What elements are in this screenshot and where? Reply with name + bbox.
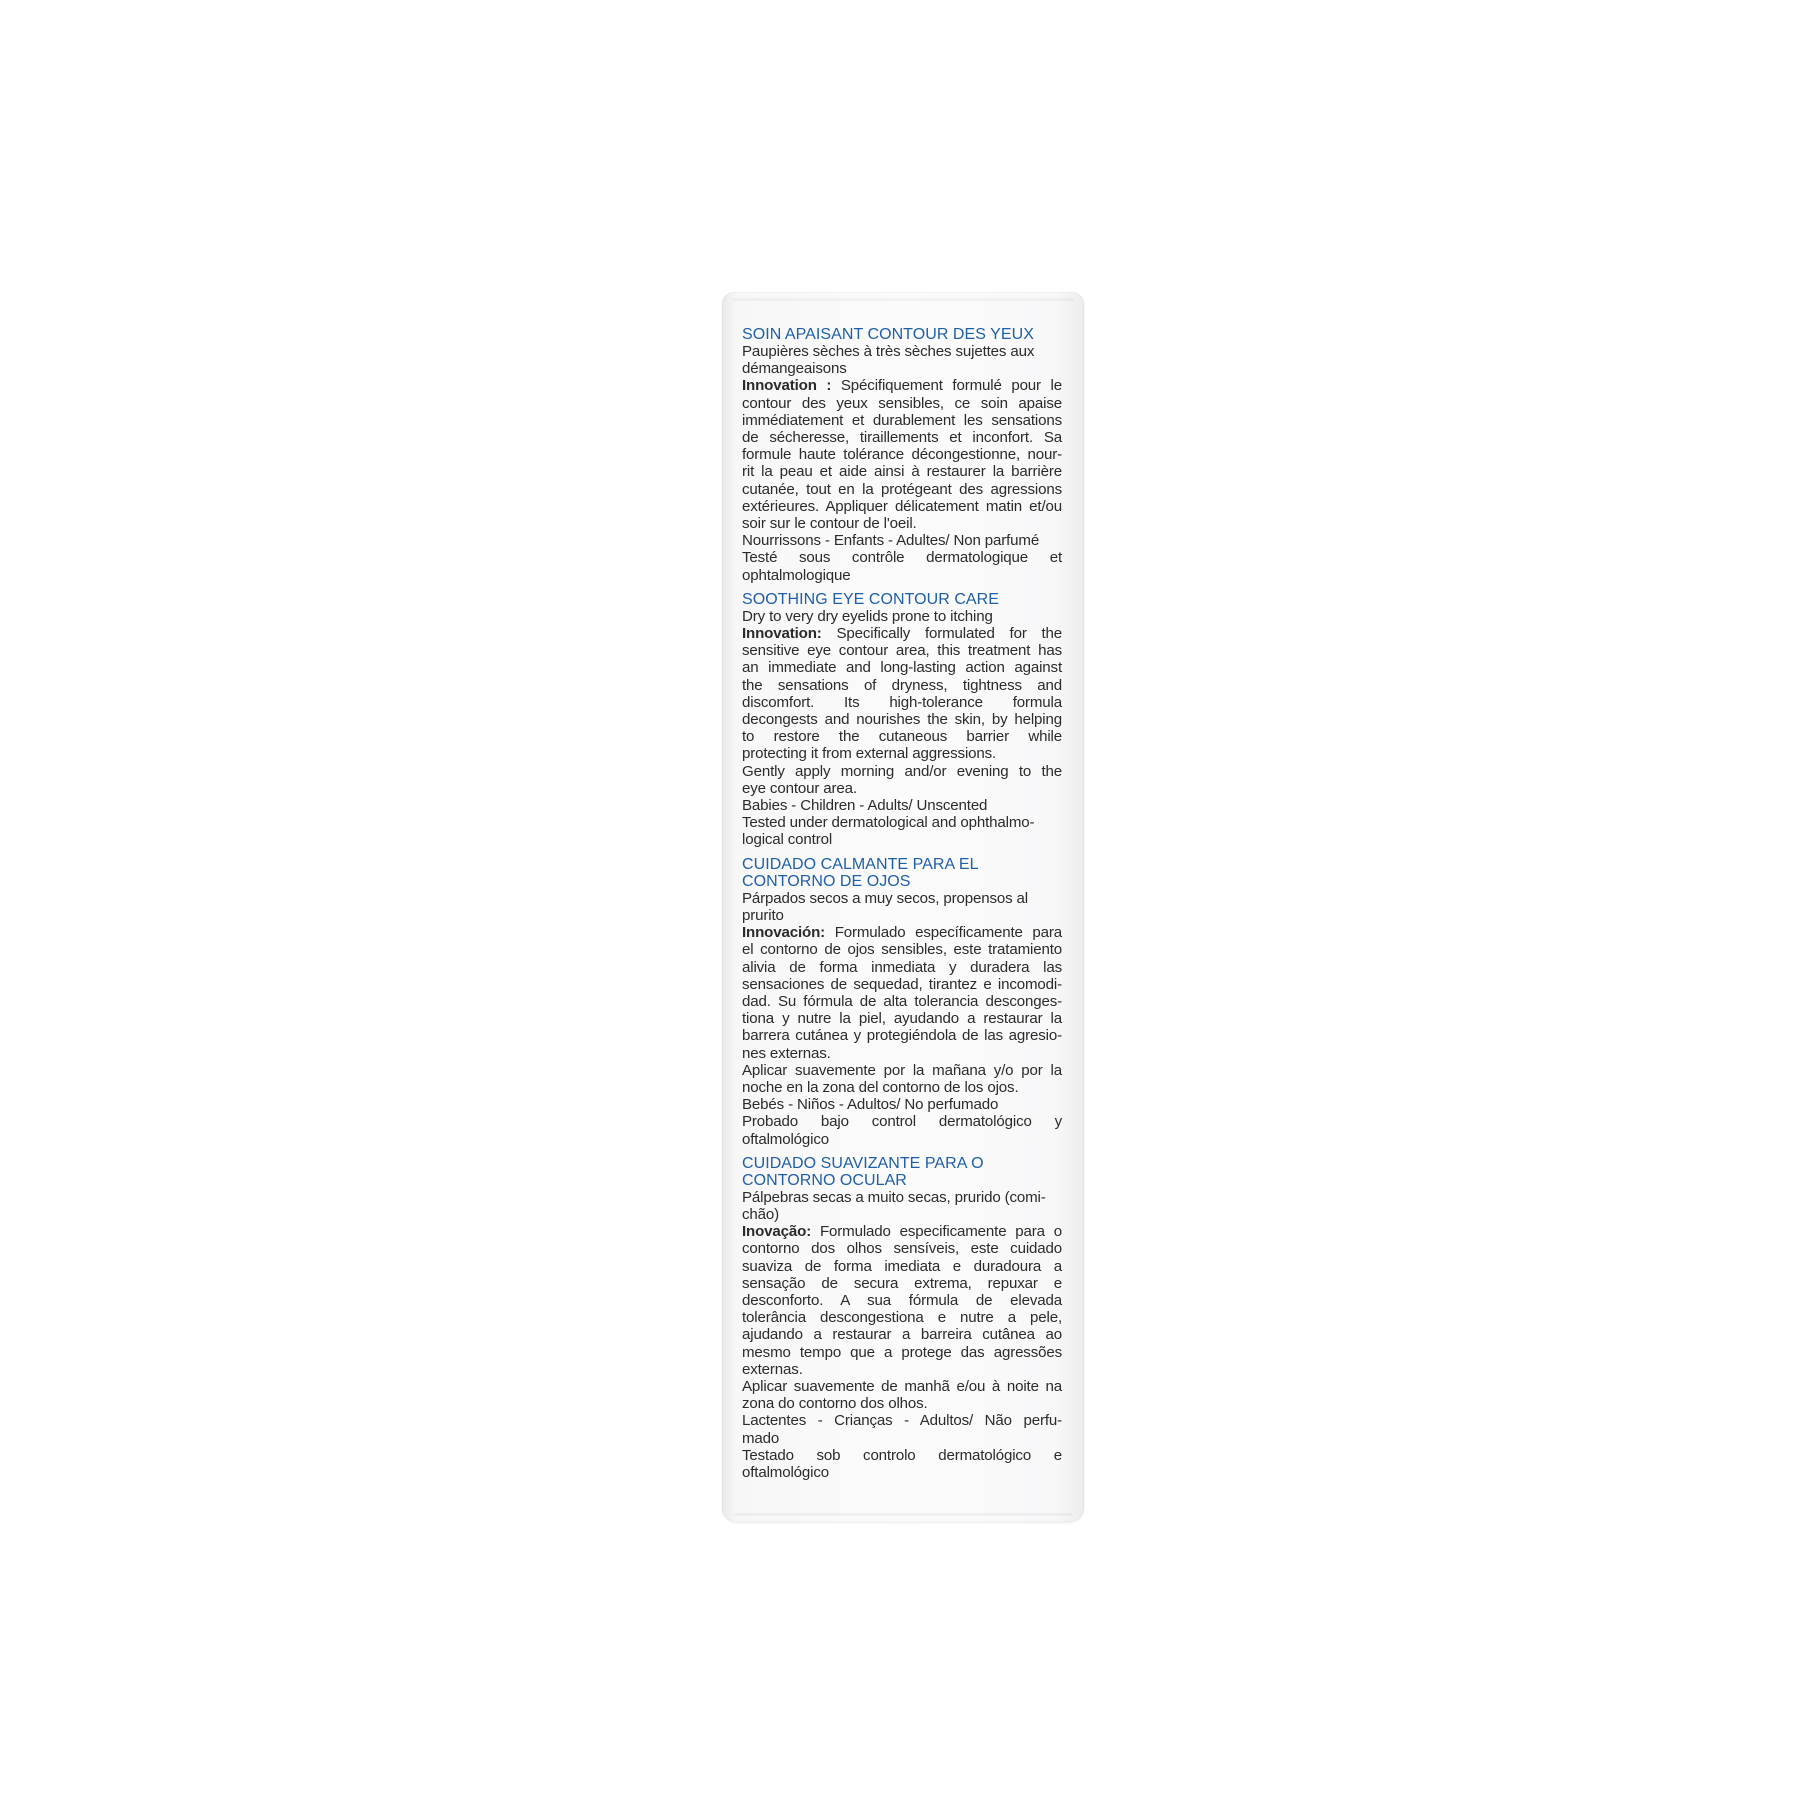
- body-line: alivia de forma inmediata y duradera las: [742, 958, 1062, 976]
- body-line: decongests and nourishes the skin, by helping: [742, 711, 1062, 729]
- innovation-line: [742, 377, 1062, 394]
- body-line: externas.: [742, 1360, 803, 1378]
- section-subtitle: Dry to very dry eyelids prone to itching: [742, 607, 993, 625]
- body-line: an immediate and long-lasting action against: [742, 659, 1062, 677]
- section-portuguese: [742, 1155, 1062, 1481]
- body-line: immédiatement et durablement les sensations: [742, 411, 1062, 429]
- body-line: formule haute tolérance décongestionne, nour-: [742, 446, 1062, 464]
- audience-line: Lactentes - Crianças - Adultos/ Não perfu-: [742, 1412, 1062, 1430]
- innovation-line: [742, 924, 1062, 941]
- section-english: [742, 591, 1062, 849]
- tested-line-cont: logical control: [742, 831, 833, 849]
- body-line: Gently apply morning and/or evening to the: [742, 762, 1062, 780]
- tested-line: Probado bajo control dermatológico y: [742, 1113, 1062, 1131]
- section-subtitle: Pálpebras secas a muito secas, prurido (comi-: [742, 1188, 1046, 1206]
- section-subtitle-cont: prurito: [742, 906, 784, 924]
- body-line: tiona y nutre la piel, ayudando a restaurar la: [742, 1010, 1062, 1028]
- body-line: mesmo tempo que a protege das agressões: [742, 1343, 1062, 1361]
- tested-line-cont: oftalmológico: [742, 1463, 829, 1481]
- section-french: [742, 326, 1062, 584]
- section-spanish: [742, 856, 1062, 1148]
- tested-line-cont: oftalmológico: [742, 1130, 829, 1148]
- body-line: discomfort. Its high-tolerance formula: [742, 693, 1062, 711]
- body-line: rit la peau et aide ainsi à restaurer la barrière: [742, 463, 1062, 481]
- body-line: to restore the cutaneous barrier while: [742, 728, 1062, 746]
- section-heading: SOIN APAISANT CONTOUR DES YEUX: [742, 326, 1034, 343]
- tested-line: Testado sob controlo dermatológico e: [742, 1446, 1062, 1464]
- body-line: extérieures. Appliquer délicatement matin et/ou: [742, 497, 1062, 515]
- body-line: cutanée, tout en la protégeant des agressions: [742, 480, 1062, 498]
- audience-line: Nourrissons - Enfants - Adultes/ Non parfumé: [742, 532, 1040, 550]
- body-line: ajudando a restaurar a barreira cutânea ao: [742, 1326, 1062, 1344]
- body-line: nes externas.: [742, 1044, 831, 1062]
- product-text-block: [742, 326, 1062, 1488]
- section-heading: CUIDADO CALMANTE PARA EL: [742, 855, 979, 873]
- body-line: eye contour area.: [742, 779, 857, 797]
- body-line: barrera cutánea y protegiéndola de las agresio-: [742, 1027, 1062, 1045]
- product-box-side-panel: [722, 292, 1084, 1522]
- body-line: de sécheresse, tiraillements et inconfort. Sa: [742, 429, 1062, 447]
- body-line: the sensations of dryness, tightness and: [742, 676, 1062, 694]
- body-line: desconforto. A sua fórmula de elevada: [742, 1291, 1062, 1309]
- innovation-label: Innovación:: [742, 924, 826, 942]
- body-line: sensaciones de sequedad, tirantez e incomodi-: [742, 975, 1062, 993]
- body-line: tolerância descongestiona e nutre a pele,: [742, 1309, 1062, 1327]
- section-subtitle: Paupières sèches à très sèches sujettes aux: [742, 343, 1035, 360]
- body-line: contorno dos olhos sensíveis, este cuidado: [742, 1240, 1062, 1258]
- tested-line: Testé sous contrôle dermatologique et: [742, 549, 1062, 567]
- innovation-label: Innovation :: [742, 377, 832, 395]
- tested-line: Tested under dermatological and ophthalmo-: [742, 814, 1035, 832]
- section-heading-cont: CONTORNO DE OJOS: [742, 872, 911, 890]
- audience-line: Babies - Children - Adults/ Unscented: [742, 797, 988, 815]
- body-line: sensação de secura extrema, repuxar e: [742, 1274, 1062, 1292]
- section-heading-cont: CONTORNO OCULAR: [742, 1171, 907, 1189]
- body-line: el contorno de ojos sensibles, este tratamiento: [742, 941, 1062, 959]
- innovation-text: Spécifiquement formulé pour le: [840, 377, 1062, 395]
- body-line: protecting it from external aggressions.: [742, 745, 997, 763]
- section-subtitle-cont: chão): [742, 1205, 780, 1223]
- section-heading: CUIDADO SUAVIZANTE PARA O: [742, 1154, 984, 1172]
- audience-line: Bebés - Niños - Adultos/ No perfumado: [742, 1096, 999, 1114]
- body-line: Aplicar suavemente por la mañana y/o por la: [742, 1061, 1062, 1079]
- body-line: soir sur le contour de l'oeil.: [742, 515, 917, 533]
- innovation-text: Formulado específicamente para: [834, 924, 1063, 942]
- body-line: dad. Su fórmula de alta tolerancia desconges-: [742, 992, 1062, 1010]
- body-line: noche en la zona del contorno de los ojos.: [742, 1078, 1019, 1096]
- audience-line-cont: mado: [742, 1429, 780, 1447]
- body-line: zona do contorno dos olhos.: [742, 1395, 928, 1413]
- innovation-line: [742, 625, 1062, 642]
- body-line: Aplicar suavemente de manhã e/ou à noite na: [742, 1377, 1062, 1395]
- tested-line-cont: ophtalmologique: [742, 566, 851, 584]
- section-subtitle: Párpados secos a muy secos, propensos al: [742, 889, 1028, 907]
- body-line: suaviza de forma imediata e duradoura a: [742, 1257, 1062, 1275]
- body-line: sensitive eye contour area, this treatment has: [742, 642, 1062, 660]
- innovation-label: Inovação:: [742, 1223, 812, 1241]
- section-heading: SOOTHING EYE CONTOUR CARE: [742, 590, 999, 608]
- innovation-text: Formulado especificamente para o: [819, 1223, 1062, 1241]
- innovation-line: [742, 1223, 1062, 1240]
- body-line: contour des yeux sensibles, ce soin apaise: [742, 394, 1062, 412]
- innovation-label: Innovation:: [742, 625, 822, 643]
- section-subtitle-cont: démangeaisons: [742, 360, 847, 378]
- innovation-text: Specifically formulated for the: [836, 625, 1062, 643]
